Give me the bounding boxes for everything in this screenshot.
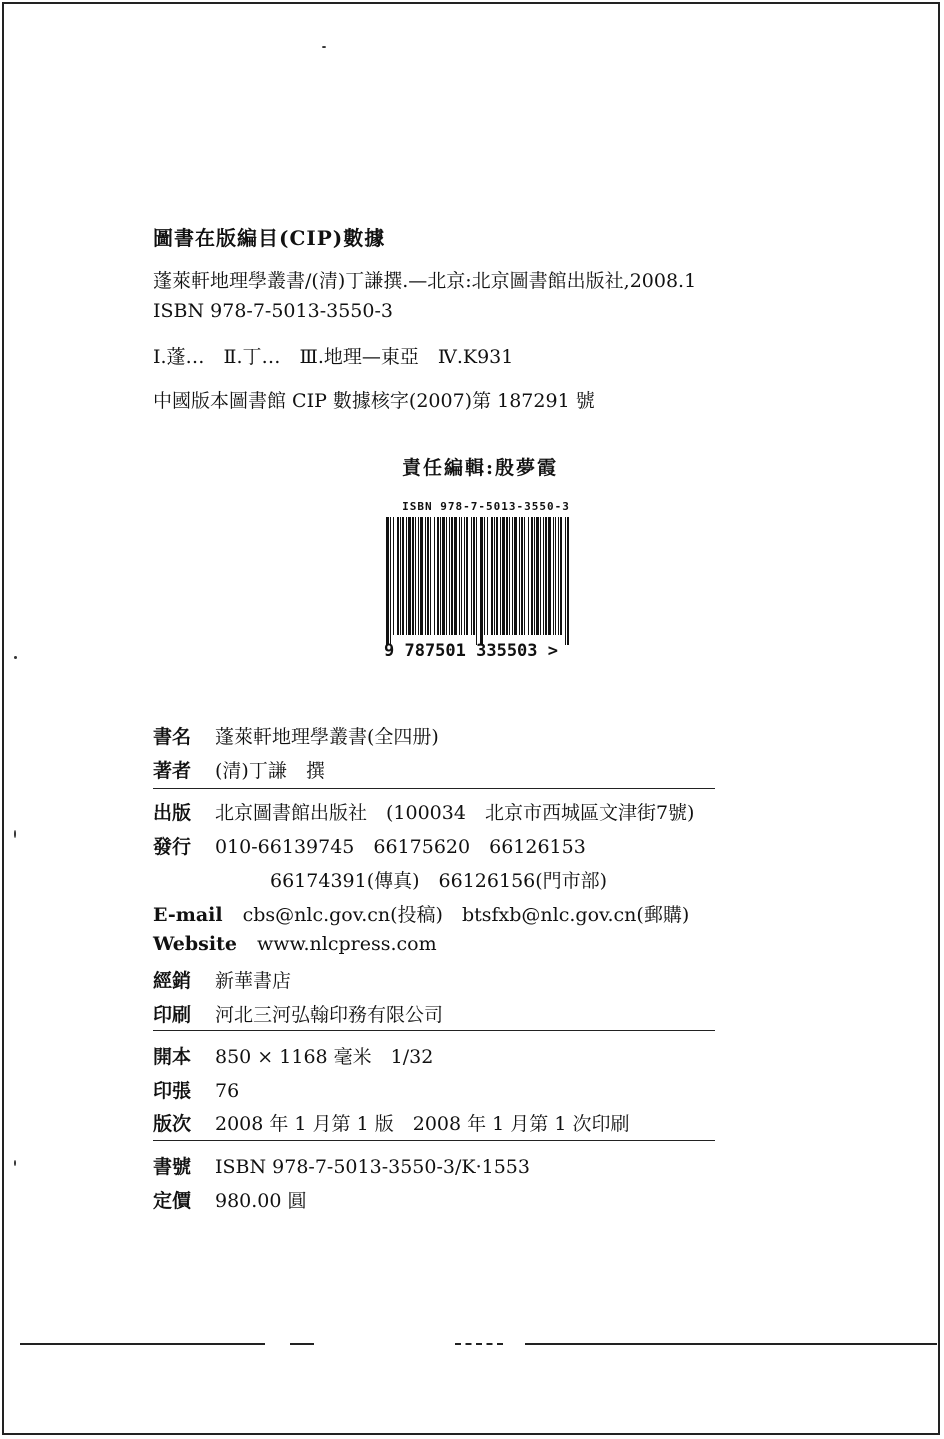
barcode-bar <box>514 517 517 635</box>
divider-2 <box>153 1030 715 1031</box>
barcode-bar <box>534 517 535 635</box>
barcode-bar <box>548 517 551 635</box>
barcode-bar <box>491 517 493 635</box>
cip-classification-line: Ⅰ.蓬… Ⅱ.丁… Ⅲ.地理—東亞 Ⅳ.K931 <box>153 346 514 368</box>
barcode-bar <box>528 517 529 635</box>
barcode-bar <box>512 517 513 635</box>
info-price-row <box>153 1186 307 1213</box>
responsible-editor: 責任編輯:殷夢霞 <box>402 457 559 479</box>
barcode-bar <box>484 517 485 635</box>
barcode-bar <box>446 517 447 635</box>
barcode-bar <box>494 517 495 635</box>
barcode-bar <box>545 517 547 635</box>
website-label: Website <box>153 933 237 955</box>
dealer-value: 新華書店 <box>215 970 292 992</box>
barcode-bar <box>476 517 477 645</box>
barcode-bar <box>480 517 483 645</box>
barcode-bar <box>519 517 520 635</box>
barcode-bar <box>427 517 429 635</box>
booknum-label: 書號 <box>153 1156 192 1178</box>
barcode-isbn-text: ISBN 978-7-5013-3550-3 <box>402 500 570 513</box>
cip-title: 圖書在版編目(CIP)數據 <box>153 226 386 250</box>
barcode-bar <box>506 517 508 635</box>
barcode-bar <box>437 517 439 635</box>
sheets-value: 76 <box>215 1080 240 1102</box>
barcode-bar <box>496 517 498 635</box>
barcode-bar <box>397 517 399 635</box>
barcode-bar <box>502 517 505 635</box>
publisher-label: 出版 <box>153 802 192 824</box>
price-value: 980.00 圓 <box>215 1190 307 1212</box>
barcode-bar <box>402 517 404 635</box>
barcode-bar <box>408 517 411 635</box>
barcode-bar <box>440 517 441 635</box>
barcode-bar <box>536 517 539 635</box>
scan-line-4 <box>525 1343 937 1345</box>
barcode-bar <box>543 517 544 635</box>
title-value: 蓬萊軒地理學叢書(全四册) <box>215 726 439 748</box>
email-value: cbs@nlc.gov.cn(投稿) btsfxb@nlc.gov.cn(郵購) <box>242 904 690 926</box>
barcode-bar <box>400 517 401 635</box>
barcode-bar <box>473 517 475 635</box>
author-value: (清)丁謙 撰 <box>215 760 325 782</box>
page-border <box>2 2 940 1435</box>
scan-line-3 <box>455 1343 503 1345</box>
barcode-bar <box>386 517 389 645</box>
barcode-bar <box>558 517 559 635</box>
barcode-bar <box>461 517 462 635</box>
barcode-bar <box>459 517 460 635</box>
format-label: 開本 <box>153 1046 192 1068</box>
barcode-bar <box>500 517 501 635</box>
barcode-bar <box>420 517 423 635</box>
barcode-bar <box>442 517 445 635</box>
isbn-barcode <box>384 500 588 661</box>
barcode-bar <box>560 517 562 635</box>
scan-speck <box>14 1160 16 1166</box>
barcode-bar <box>434 517 435 635</box>
barcode-bar <box>418 517 419 635</box>
barcode-bar <box>454 517 457 635</box>
barcode-bar <box>487 517 488 635</box>
barcode-bar <box>521 517 523 635</box>
info-booknum-row <box>153 1152 530 1179</box>
barcode-bar <box>464 517 465 635</box>
barcode-bar <box>430 517 431 635</box>
distribution-value: 010-66139745 66175620 66126153 <box>215 836 586 858</box>
barcode-bar <box>553 517 554 635</box>
info-edition-row <box>153 1109 629 1136</box>
edition-label: 版次 <box>153 1113 192 1135</box>
scan-speck <box>14 656 17 659</box>
info-sheets-row <box>153 1076 239 1103</box>
info-printer-row <box>153 1000 443 1027</box>
email-label: E-mail <box>153 904 223 926</box>
barcode-bar <box>425 517 426 635</box>
info-author-row <box>153 756 325 783</box>
scan-speck <box>14 830 16 838</box>
title-label: 書名 <box>153 726 192 748</box>
barcode-bar <box>406 517 407 635</box>
barcode-bar <box>567 517 569 645</box>
info-publisher-row <box>153 798 694 825</box>
scan-line-1 <box>20 1343 265 1345</box>
info-dealer-row <box>153 966 291 993</box>
barcode-bar <box>540 517 541 635</box>
price-label: 定價 <box>153 1190 192 1212</box>
info-title-row <box>153 722 439 749</box>
barcode-bar <box>524 517 525 635</box>
divider-1 <box>153 788 715 789</box>
sheets-label: 印張 <box>153 1080 192 1102</box>
barcode-bar <box>531 517 533 635</box>
cip-isbn-line: ISBN 978-7-5013-3550-3 <box>153 300 393 322</box>
info-distribution-row <box>153 832 586 859</box>
info-website-row <box>153 933 437 955</box>
distribution-label: 發行 <box>153 836 192 858</box>
barcode-digits: 9 787501 335503 > <box>384 641 558 661</box>
barcode-bar <box>565 517 566 645</box>
divider-3 <box>153 1140 715 1141</box>
barcode-bar <box>451 517 453 635</box>
barcode-bar <box>466 517 468 635</box>
barcode-bar <box>415 517 416 635</box>
website-value: www.nlcpress.com <box>256 933 437 955</box>
barcode-bar <box>390 517 391 645</box>
barcode-bar <box>509 517 510 635</box>
format-value: 850 × 1168 毫米 1/32 <box>215 1046 434 1068</box>
barcode-bar <box>471 517 472 635</box>
dealer-label: 經銷 <box>153 970 192 992</box>
printer-value: 河北三河弘翰印務有限公司 <box>215 1004 444 1026</box>
printer-label: 印刷 <box>153 1004 192 1026</box>
info-email-row <box>153 900 689 927</box>
scan-speck <box>322 46 326 48</box>
distribution-value-2: 66174391(傳真) 66126156(門市部) <box>270 870 608 892</box>
info-distribution-row-2 <box>270 866 607 893</box>
edition-value: 2008 年 1 月第 1 版 2008 年 1 月第 1 次印刷 <box>215 1113 630 1135</box>
cip-record-number-line: 中國版本圖書館 CIP 數據核字(2007)第 187291 號 <box>153 390 595 412</box>
barcode-bar <box>393 517 394 635</box>
scan-line-2 <box>290 1343 314 1345</box>
booknum-value: ISBN 978-7-5013-3550-3/K·1553 <box>215 1156 530 1178</box>
publisher-value: 北京圖書館出版社 (100034 北京市西城區文津街7號) <box>215 802 695 824</box>
barcode-bar <box>449 517 450 635</box>
info-format-row <box>153 1042 433 1069</box>
cip-bibliographic-line: 蓬萊軒地理學叢書/(清)丁謙撰.—北京:北京圖書館出版社,2008.1 <box>153 270 697 292</box>
barcode-bars <box>384 517 574 645</box>
author-label: 著者 <box>153 760 192 782</box>
barcode-bar <box>412 517 414 635</box>
barcode-bar <box>555 517 556 635</box>
